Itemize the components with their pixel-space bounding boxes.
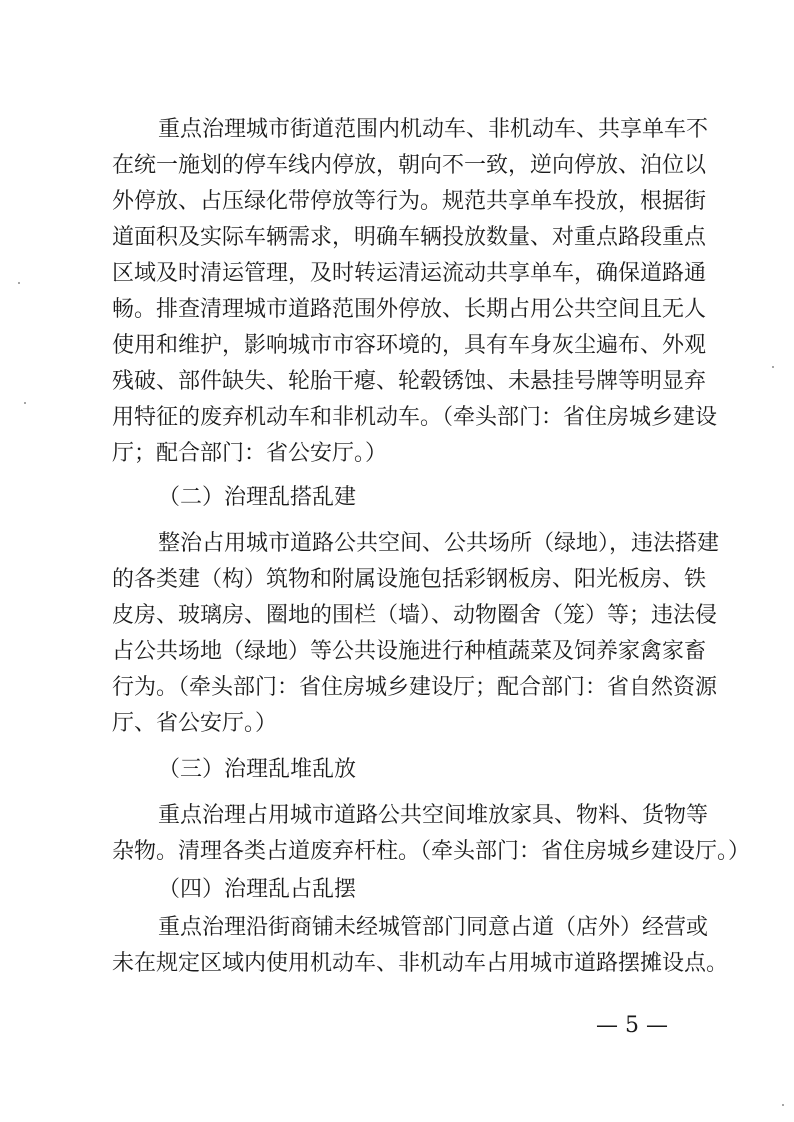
section-heading: （三）治理乱堆乱放 [158,757,357,782]
scan-speck [18,282,20,284]
section-heading: （二）治理乱搭乱建 [158,485,357,510]
paragraph-line: 外停放、占压绿化带停放等行为。规范共享单车投放，根据街 [112,189,707,214]
paragraph-line: 道面积及实际车辆需求，明确车辆投放数量、对重点路段重点 [112,225,707,250]
paragraph-line: 整治占用城市道路公共空间、公共场所（绿地），违法搭建 [158,531,720,556]
paragraph-line: 杂物。清理各类占道废弃杆柱。（牵头部门：省住房城乡建设厅。） [112,839,751,864]
paragraph-line: 重点治理沿街商铺未经城管部门同意占道（店外）经营或 [158,915,709,940]
scan-speck [24,402,26,404]
paragraph-line: 区域及时清运管理，及时转运清运流动共享单车，确保道路通 [112,261,707,286]
paragraph-line: 的各类建（构）筑物和附属设施包括彩钢板房、阳光板房、铁 [112,567,707,592]
paragraph-line: 未在规定区域内使用机动车、非机动车占用城市道路摆摊设点。 [112,951,729,976]
paragraph-line: 行为。（牵头部门：省住房城乡建设厅；配合部门：省自然资源 [112,675,718,700]
paragraph-line: 重点治理城市街道范围内机动车、非机动车、共享单车不 [158,117,709,142]
scan-speck [772,366,774,368]
paragraph-line: 残破、部件缺失、轮胎干瘪、轮毂锈蚀、未悬挂号牌等明显弃 [112,369,707,394]
paragraph-line: 厅、省公安厅。） [112,711,278,736]
paragraph-line: 占公共场地（绿地）等公共设施进行种植蔬菜及饲养家禽家畜 [112,639,707,664]
paragraph-line: 皮房、玻璃房、圈地的围栏（墙）、动物圈舍（笼）等；违法侵 [112,603,718,628]
scan-speck [782,1104,784,1106]
paragraph-line: 重点治理占用城市道路公共空间堆放家具、物料、货物等 [158,803,709,828]
paragraph-line: 使用和维护，影响城市市容环境的，具有车身灰尘遍布、外观 [112,333,707,358]
paragraph-line: 厅；配合部门：省公安厅。） [112,441,388,466]
paragraph-line: 在统一施划的停车线内停放，朝向不一致，逆向停放、泊位以 [112,153,707,178]
section-heading: （四）治理乱占乱摆 [158,877,357,902]
paragraph-line: 畅。排查清理城市道路范围外停放、长期占用公共空间且无人 [112,297,707,322]
paragraph-line: 用特征的废弃机动车和非机动车。（牵头部门：省住房城乡建设 [112,405,718,430]
page-number: — 5 — [596,1013,668,1038]
